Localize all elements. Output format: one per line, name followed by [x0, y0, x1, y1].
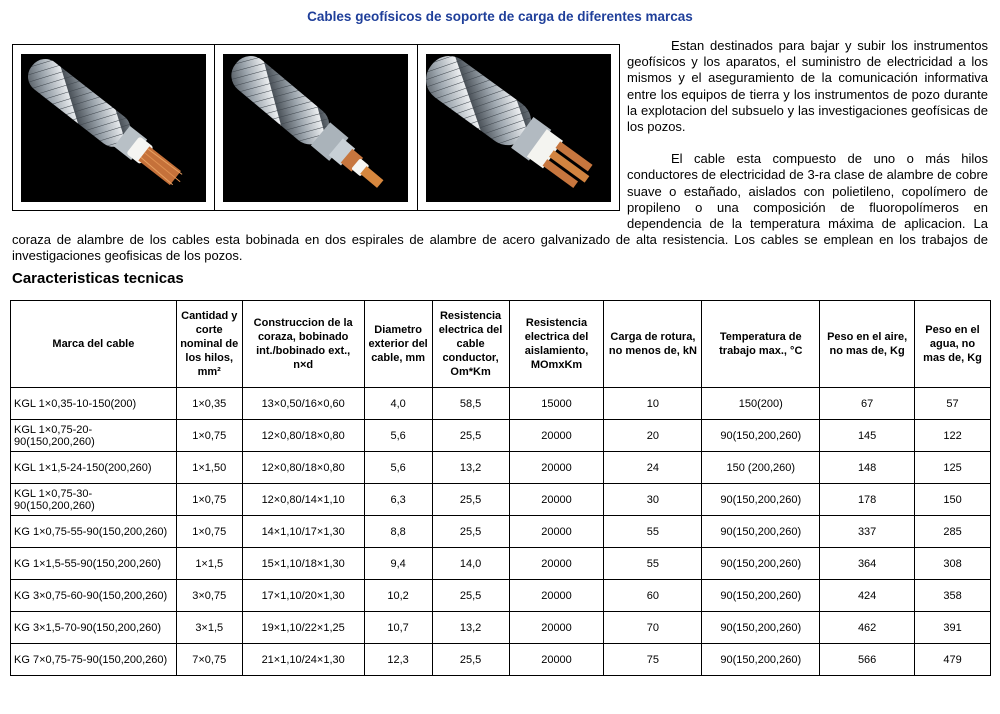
- table-cell: 364: [820, 548, 915, 580]
- table-cell: 479: [915, 644, 991, 676]
- table-row: [11, 580, 991, 612]
- col-header-weight-air: Peso en el aire, no mas de, Kg: [820, 301, 915, 388]
- table-cell: 90(150,200,260): [702, 612, 820, 644]
- table-cell: 90(150,200,260): [702, 420, 820, 452]
- table-cell: 60: [604, 580, 702, 612]
- table-cell: 10,2: [364, 580, 432, 612]
- col-header-diameter: Diametro exterior del cable, mm: [364, 301, 432, 388]
- table-cell: 391: [915, 612, 991, 644]
- table-cell: 3×0,75: [176, 580, 242, 612]
- table-cell: KGL 1×1,5-24-150(200,260): [11, 452, 177, 484]
- table-cell: 20000: [509, 612, 604, 644]
- table-cell: 24: [604, 452, 702, 484]
- table-cell: 20000: [509, 516, 604, 548]
- table-cell: 10: [604, 388, 702, 420]
- description-paragraph-1: Estan destinados para bajar y subir los instrumentos geofísicos y los aparatos, el suministro de electricidad a los mismos y el aseguramiento de la comunicación informativa entre los equipos de tierra y los instrumentos de pozo durante la explotacion del subsuelo y las investigaciones geofísicas de los pozos.: [627, 38, 988, 135]
- table-cell: 10,7: [364, 612, 432, 644]
- col-header-armor: Construccion de la coraza, bobinado int./bobinado ext., n×d: [242, 301, 364, 388]
- table-cell: 90(150,200,260): [702, 644, 820, 676]
- col-header-brand: Marca del cable: [11, 301, 177, 388]
- col-header-temperature: Temperatura de trabajo max., °C: [702, 301, 820, 388]
- table-cell: KG 3×0,75-60-90(150,200,260): [11, 580, 177, 612]
- table-cell: 150: [915, 484, 991, 516]
- table-cell: 150 (200,260): [702, 452, 820, 484]
- table-cell: 5,6: [364, 452, 432, 484]
- table-row: [11, 484, 991, 516]
- table-cell: 145: [820, 420, 915, 452]
- table-cell: 90(150,200,260): [702, 548, 820, 580]
- table-cell: 13,2: [432, 452, 509, 484]
- table-cell: 1×0,75: [176, 516, 242, 548]
- table-cell: KG 7×0,75-75-90(150,200,260): [11, 644, 177, 676]
- table-cell: KGL 1×0,75-30-90(150,200,260): [11, 484, 177, 516]
- table-cell: 6,3: [364, 484, 432, 516]
- table-cell: KG 1×1,5-55-90(150,200,260): [11, 548, 177, 580]
- table-cell: 20000: [509, 452, 604, 484]
- table-cell: 57: [915, 388, 991, 420]
- table-cell: 12×0,80/18×0,80: [242, 420, 364, 452]
- table-cell: 25,5: [432, 420, 509, 452]
- table-cell: 25,5: [432, 516, 509, 548]
- page-title: Cables geofísicos de soporte de carga de diferentes marcas: [307, 9, 693, 24]
- table-cell: 566: [820, 644, 915, 676]
- col-header-conductors: Cantidad y corte nominal de los hilos, mm²: [176, 301, 242, 388]
- table-cell: 75: [604, 644, 702, 676]
- table-cell: 19×1,10/22×1,25: [242, 612, 364, 644]
- description-paragraph-2: El cable esta compuesto de uno o más hilos conductores de electricidad de 3-ra clase de alambre de cobre suave o estañado, aislados con polietileno, copolímero de propileno o una composición de fluoropolímeros en dependencia de la temperatura máxima de aplicacion. La coraza de alambre de los cables esta bobinada en dos espirales de alambre de acero galvanizado de alta resistencia. Los cables se emplean en los trabajos de investigaciones geofisicas de los pozos.: [12, 151, 988, 264]
- table-cell: 15000: [509, 388, 604, 420]
- table-cell: 20000: [509, 548, 604, 580]
- table-cell: 58,5: [432, 388, 509, 420]
- table-cell: KGL 1×0,75-20-90(150,200,260): [11, 420, 177, 452]
- col-header-weight-water: Peso en el agua, no mas de, Kg: [915, 301, 991, 388]
- table-cell: 90(150,200,260): [702, 516, 820, 548]
- table-cell: 90(150,200,260): [702, 580, 820, 612]
- table-cell: 122: [915, 420, 991, 452]
- col-header-insulation-resistance: Resistencia electrica del aislamiento, MOmxKm: [509, 301, 604, 388]
- table-cell: 12×0,80/14×1,10: [242, 484, 364, 516]
- table-cell: 285: [915, 516, 991, 548]
- table-cell: 21×1,10/24×1,30: [242, 644, 364, 676]
- table-row: [11, 644, 991, 676]
- table-cell: 25,5: [432, 580, 509, 612]
- table-cell: 1×0,75: [176, 484, 242, 516]
- table-cell: 90(150,200,260): [702, 484, 820, 516]
- table-cell: 150(200): [702, 388, 820, 420]
- table-cell: 67: [820, 388, 915, 420]
- table-row: [11, 388, 991, 420]
- table-cell: 1×0,35: [176, 388, 242, 420]
- table-cell: 178: [820, 484, 915, 516]
- table-row: [11, 516, 991, 548]
- table-row: [11, 548, 991, 580]
- table-cell: 30: [604, 484, 702, 516]
- specs-table: [10, 300, 991, 676]
- table-cell: 15×1,10/18×1,30: [242, 548, 364, 580]
- table-cell: 20000: [509, 484, 604, 516]
- table-cell: 1×1,5: [176, 548, 242, 580]
- table-cell: 3×1,5: [176, 612, 242, 644]
- table-cell: 13,2: [432, 612, 509, 644]
- table-cell: 25,5: [432, 484, 509, 516]
- table-cell: 20000: [509, 644, 604, 676]
- table-cell: KG 3×1,5-70-90(150,200,260): [11, 612, 177, 644]
- table-cell: 358: [915, 580, 991, 612]
- table-cell: KG 1×0,75-55-90(150,200,260): [11, 516, 177, 548]
- table-cell: 424: [820, 580, 915, 612]
- description: [12, 38, 988, 265]
- table-cell: 308: [915, 548, 991, 580]
- table-cell: 1×0,75: [176, 420, 242, 452]
- table-cell: 1×1,50: [176, 452, 242, 484]
- table-row: [11, 452, 991, 484]
- table-cell: 148: [820, 452, 915, 484]
- table-cell: 20: [604, 420, 702, 452]
- table-row: [11, 612, 991, 644]
- table-cell: 20000: [509, 580, 604, 612]
- table-cell: 14×1,10/17×1,30: [242, 516, 364, 548]
- table-cell: 14,0: [432, 548, 509, 580]
- table-cell: 9,4: [364, 548, 432, 580]
- table-cell: 17×1,10/20×1,30: [242, 580, 364, 612]
- col-header-conductor-resistance: Resistencia electrica del cable conductor, Om*Km: [432, 301, 509, 388]
- table-cell: KGL 1×0,35-10-150(200): [11, 388, 177, 420]
- table-cell: 7×0,75: [176, 644, 242, 676]
- col-header-breaking-load: Carga de rotura, no menos de, kN: [604, 301, 702, 388]
- table-cell: 125: [915, 452, 991, 484]
- table-cell: 12,3: [364, 644, 432, 676]
- section-heading: Caracteristicas tecnicas: [12, 270, 184, 287]
- table-cell: 55: [604, 548, 702, 580]
- table-cell: 70: [604, 612, 702, 644]
- table-cell: 4,0: [364, 388, 432, 420]
- table-cell: 8,8: [364, 516, 432, 548]
- table-cell: 20000: [509, 420, 604, 452]
- table-cell: 25,5: [432, 644, 509, 676]
- table-row: [11, 420, 991, 452]
- table-cell: 13×0,50/16×0,60: [242, 388, 364, 420]
- table-cell: 462: [820, 612, 915, 644]
- table-cell: 55: [604, 516, 702, 548]
- table-cell: 5,6: [364, 420, 432, 452]
- table-cell: 12×0,80/18×0,80: [242, 452, 364, 484]
- table-header-row: [11, 301, 991, 388]
- table-cell: 337: [820, 516, 915, 548]
